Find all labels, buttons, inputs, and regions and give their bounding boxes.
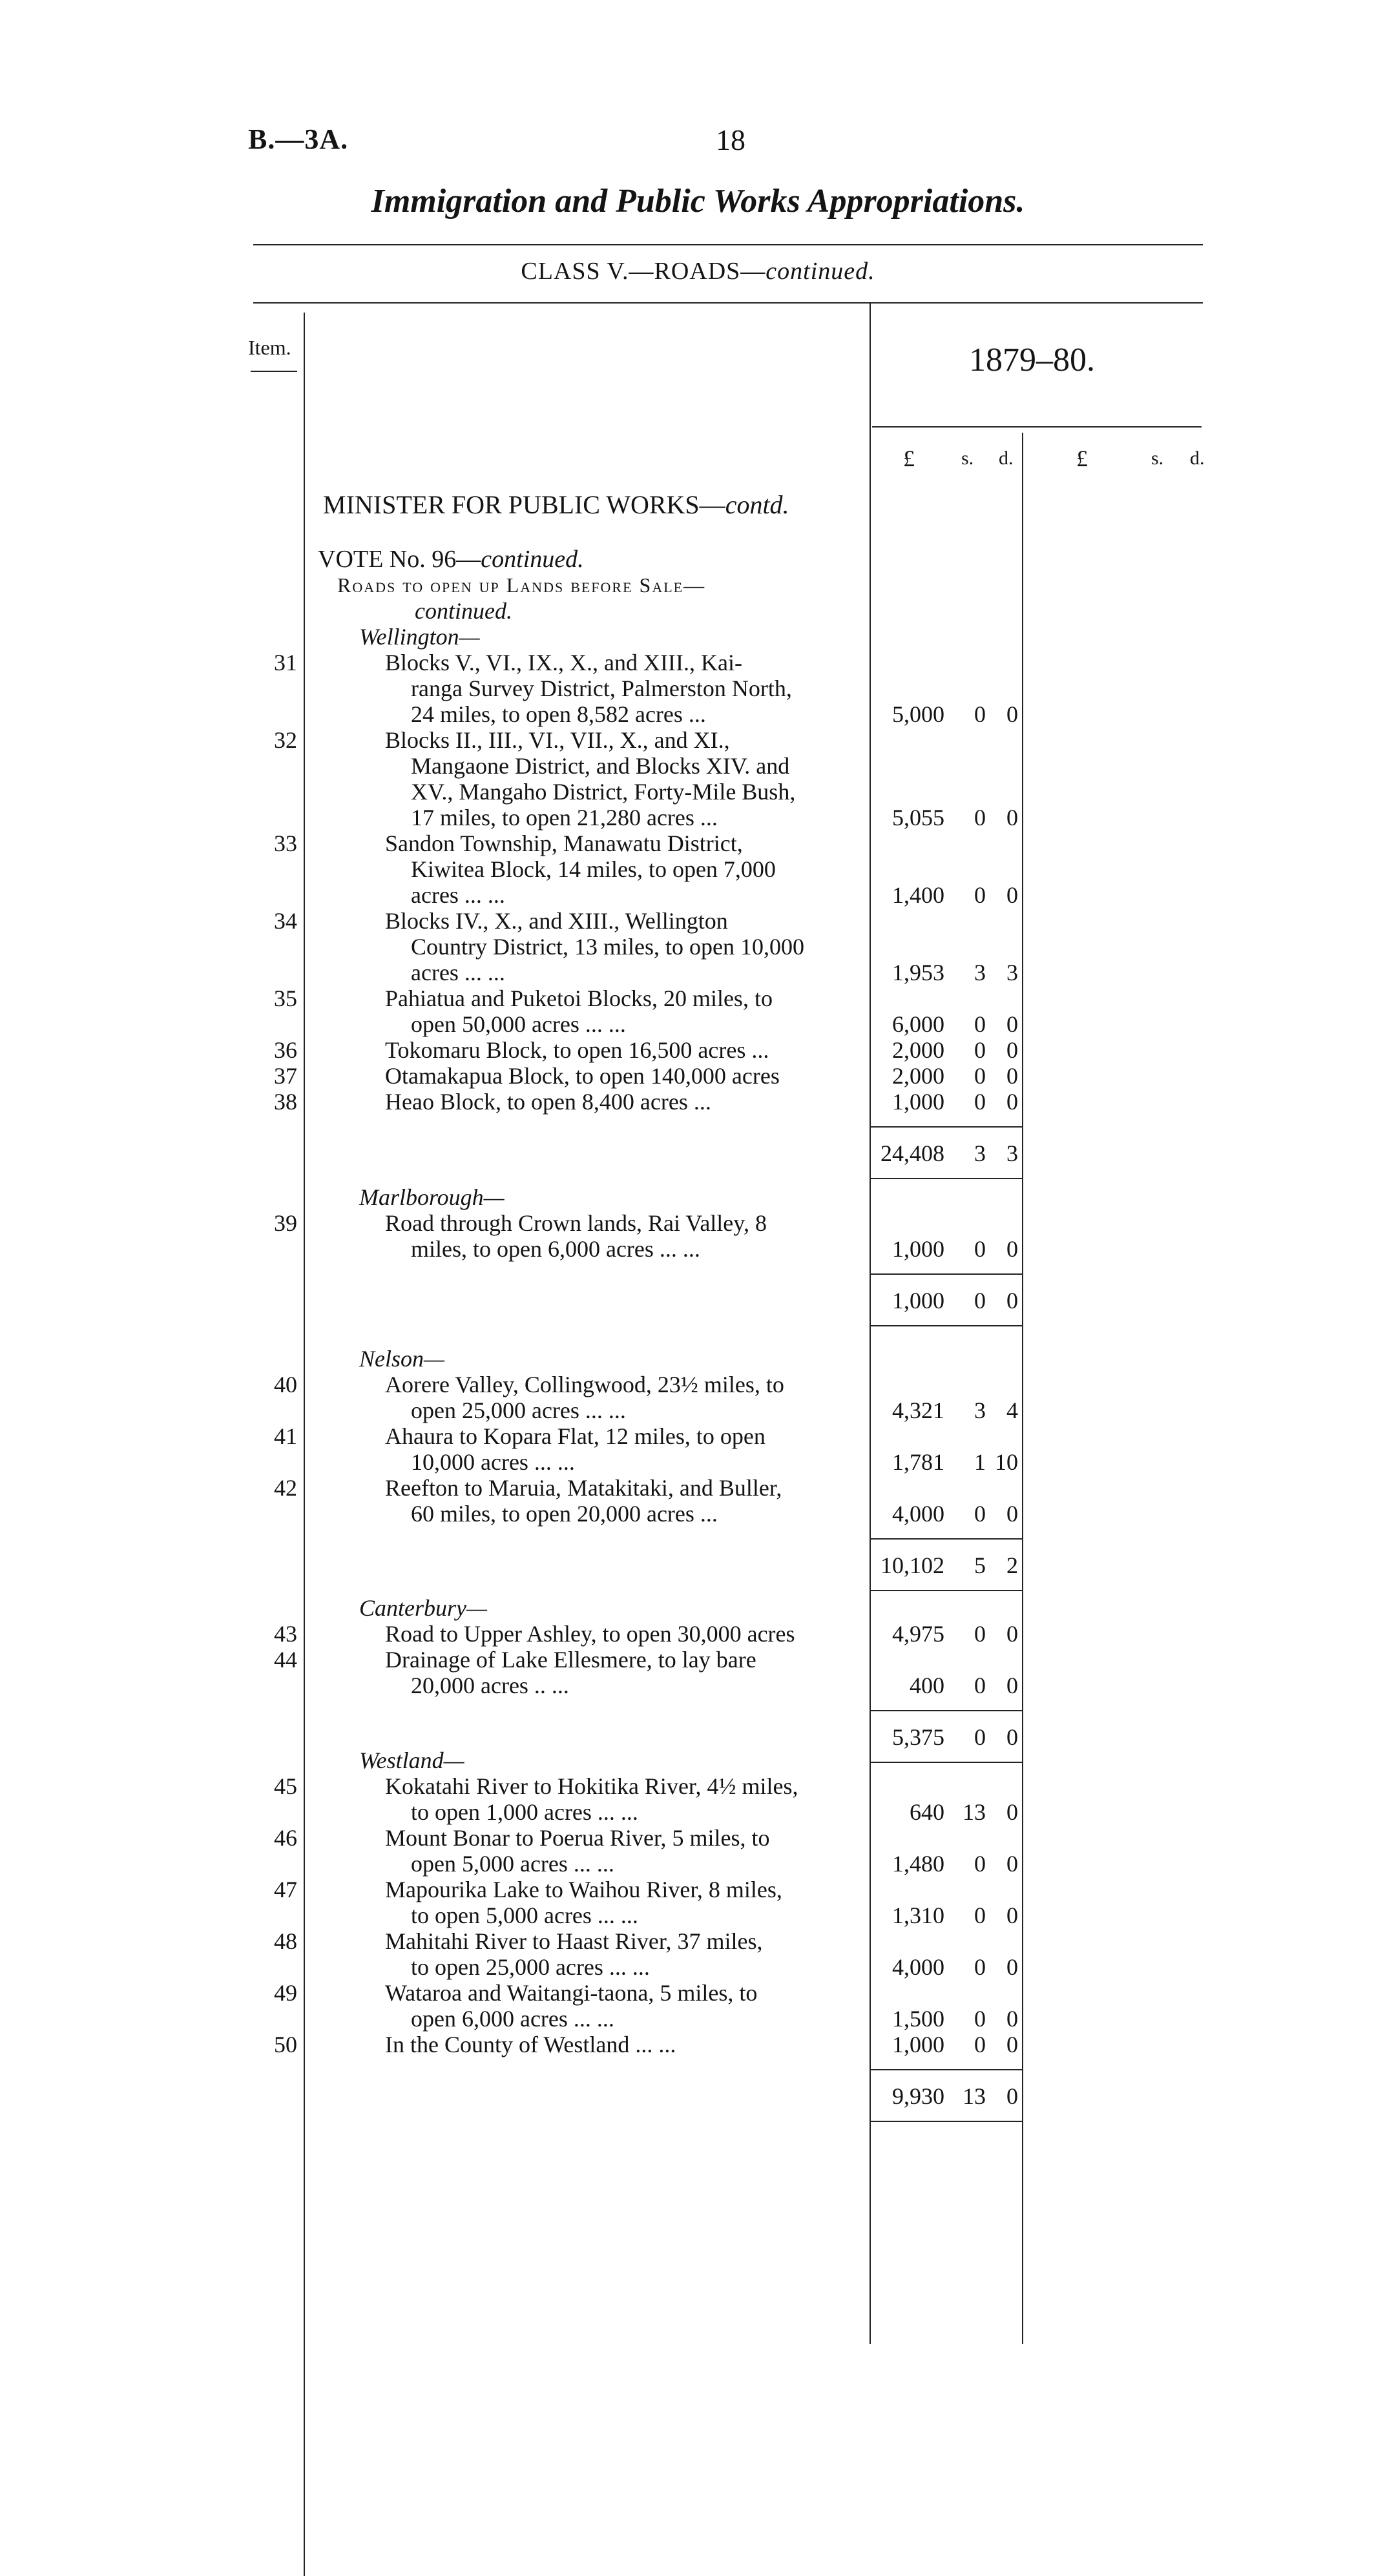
item-number: 38: [274, 1089, 297, 1115]
item-amount-pence: 0: [1006, 2006, 1018, 2032]
item-column-rule: [304, 313, 305, 2576]
item-number: 49: [274, 1980, 297, 2006]
item-description-line: Ahaura to Kopara Flat, 12 miles, to open: [385, 1423, 766, 1449]
document-reference: B.—3A.: [248, 123, 349, 155]
minister-heading: [323, 492, 789, 518]
item-amount-shillings: 0: [974, 1621, 986, 1647]
subtotal-pence: 2: [1006, 1552, 1018, 1578]
item-amount-shillings: 0: [974, 1954, 986, 1980]
subtotal-pounds: 1,000: [892, 1288, 944, 1314]
subtotal-pence: 0: [1006, 1288, 1018, 1314]
item-number: 41: [274, 1423, 297, 1449]
item-amount-pence: 0: [1006, 1501, 1018, 1527]
region-heading: Nelson—: [359, 1346, 445, 1372]
item-description-line: Road through Crown lands, Rai Valley, 8: [385, 1210, 767, 1236]
item-amount-shillings: 0: [974, 1011, 986, 1037]
item-description-line: acres ... ...: [411, 960, 505, 985]
item-amount-pounds: 2,000: [892, 1037, 944, 1063]
item-amount-pence: 0: [1006, 1902, 1018, 1928]
class-heading: [0, 257, 1396, 285]
page-number: 18: [716, 123, 745, 156]
item-number: 32: [274, 727, 297, 753]
class-rule: [253, 302, 1203, 304]
shillings-header-2: s.: [1151, 448, 1164, 469]
item-number: 31: [274, 650, 297, 675]
vote-heading-main: VOTE No. 96—: [318, 546, 481, 573]
item-description-line: Blocks II., III., VI., VII., X., and XI.,: [385, 727, 730, 753]
item-description-line: Mount Bonar to Poerua River, 5 miles, to: [385, 1825, 770, 1851]
item-description-line: Sandon Township, Manawatu District,: [385, 830, 743, 856]
item-amount-shillings: 13: [963, 1799, 986, 1825]
item-description-line: 60 miles, to open 20,000 acres ...: [411, 1501, 718, 1527]
item-amount-shillings: 3: [974, 960, 986, 985]
minister-heading-main: MINISTER FOR PUBLIC WORKS—: [323, 490, 725, 519]
class-heading-main: CLASS V.—ROADS—: [521, 258, 766, 285]
item-amount-pounds: 1,000: [892, 2032, 944, 2057]
item-number: 45: [274, 1773, 297, 1799]
subtotal-shillings: 5: [974, 1552, 986, 1578]
item-amount-pounds: 2,000: [892, 1063, 944, 1089]
item-description-line: Mahitahi River to Haast River, 37 miles,: [385, 1928, 763, 1954]
pounds-header-2: £: [1076, 446, 1088, 471]
item-amount-pounds: 1,000: [892, 1089, 944, 1115]
item-amount-pounds: 5,055: [892, 805, 944, 830]
item-amount-pence: 0: [1006, 1851, 1018, 1877]
item-description-line: to open 5,000 acres ... ...: [411, 1902, 638, 1928]
item-description-line: Reefton to Maruia, Matakitaki, and Buller,: [385, 1475, 782, 1501]
item-amount-pounds: 1,480: [892, 1851, 944, 1877]
item-description-line: Heao Block, to open 8,400 acres ...: [385, 1089, 711, 1115]
item-amount-shillings: 0: [974, 805, 986, 830]
item-amount-pounds: 5,000: [892, 701, 944, 727]
item-description-line: Mapourika Lake to Waihou River, 8 miles,: [385, 1877, 782, 1902]
subtotal-bottom-rule: [870, 2121, 1022, 2122]
item-amount-shillings: 0: [974, 1851, 986, 1877]
item-amount-pounds: 1,310: [892, 1902, 944, 1928]
item-description-line: Pahiatua and Puketoi Blocks, 20 miles, to: [385, 985, 773, 1011]
item-amount-pence: 0: [1006, 1954, 1018, 1980]
item-amount-pounds: 1,781: [892, 1449, 944, 1475]
subtotal-rule: [870, 1710, 1022, 1711]
roads-heading: Roads to open up Lands before Sale—: [337, 573, 706, 597]
item-amount-shillings: 1: [974, 1449, 986, 1475]
item-description-line: Road to Upper Ashley, to open 30,000 acres: [385, 1621, 795, 1647]
item-description-line: 20,000 acres .. ...: [411, 1673, 569, 1698]
item-amount-pence: 0: [1006, 1673, 1018, 1698]
item-description-line: Kokatahi River to Hokitika River, 4½ miles,: [385, 1773, 798, 1799]
subtotal-rule: [870, 1538, 1022, 1540]
item-number: 47: [274, 1877, 297, 1902]
vote-heading-contd: continued.: [481, 546, 584, 573]
item-amount-pence: 0: [1006, 1037, 1018, 1063]
subtotal-bottom-rule: [870, 1590, 1022, 1591]
item-description-line: open 6,000 acres ... ...: [411, 2006, 614, 2032]
item-amount-pence: 3: [1006, 960, 1018, 985]
page-title: Immigration and Public Works Appropriations.: [371, 183, 1025, 220]
item-amount-pounds: 1,500: [892, 2006, 944, 2032]
subtotal-rule: [870, 2069, 1022, 2070]
item-amount-pence: 0: [1006, 1089, 1018, 1115]
item-amount-pence: 0: [1006, 1236, 1018, 1262]
vote-heading: [318, 546, 584, 572]
item-description-line: Drainage of Lake Ellesmere, to lay bare: [385, 1647, 756, 1673]
item-number: 48: [274, 1928, 297, 1954]
item-amount-shillings: 0: [974, 882, 986, 908]
item-amount-pounds: 6,000: [892, 1011, 944, 1037]
item-amount-pounds: 1,953: [892, 960, 944, 985]
item-amount-shillings: 0: [974, 1902, 986, 1928]
subtotal-rule: [870, 1126, 1022, 1128]
item-description-line: miles, to open 6,000 acres ... ...: [411, 1236, 700, 1262]
subtotal-pence: 0: [1006, 2083, 1018, 2109]
subtotal-pounds: 10,102: [880, 1552, 944, 1578]
item-number: 36: [274, 1037, 297, 1063]
item-description-line: open 25,000 acres ... ...: [411, 1397, 626, 1423]
item-column-header: Item.: [248, 336, 291, 359]
year-rule: [872, 426, 1202, 428]
year-header: 1879–80.: [969, 342, 1095, 378]
item-amount-shillings: 0: [974, 1089, 986, 1115]
item-description-line: open 5,000 acres ... ...: [411, 1851, 614, 1877]
item-number: 40: [274, 1372, 297, 1397]
item-amount-pence: 0: [1006, 1011, 1018, 1037]
shillings-header: s.: [961, 448, 974, 469]
minister-heading-contd: contd.: [725, 490, 789, 519]
item-description-line: 17 miles, to open 21,280 acres ...: [411, 805, 718, 830]
item-description-line: Wataroa and Waitangi-taona, 5 miles, to: [385, 1980, 758, 2006]
item-description-line: In the County of Westland ... ...: [385, 2032, 676, 2057]
item-number: 33: [274, 830, 297, 856]
subtotal-pence: 3: [1006, 1140, 1018, 1166]
region-heading: Marlborough—: [359, 1184, 505, 1210]
subtotal-shillings: 3: [974, 1140, 986, 1166]
subtotal-shillings: 0: [974, 1288, 986, 1314]
item-amount-pounds: 640: [910, 1799, 944, 1825]
item-description-line: to open 1,000 acres ... ...: [411, 1799, 638, 1825]
item-amount-pence: 0: [1006, 701, 1018, 727]
item-amount-pence: 4: [1006, 1397, 1018, 1423]
region-heading: Westland—: [359, 1747, 464, 1773]
item-amount-pounds: 4,321: [892, 1397, 944, 1423]
item-amount-shillings: 0: [974, 2032, 986, 2057]
subtotal-bottom-rule: [870, 1325, 1022, 1326]
item-amount-pounds: 4,000: [892, 1501, 944, 1527]
item-amount-pence: 10: [995, 1449, 1018, 1475]
region-heading: Wellington—: [359, 624, 480, 650]
item-description-line: 24 miles, to open 8,582 acres ...: [411, 701, 706, 727]
item-amount-pounds: 4,975: [892, 1621, 944, 1647]
item-description-line: Aorere Valley, Collingwood, 23½ miles, to: [385, 1372, 784, 1397]
subtotal-pounds: 9,930: [892, 2083, 944, 2109]
subtotal-shillings: 13: [963, 2083, 986, 2109]
item-description-line: Tokomaru Block, to open 16,500 acres ...: [385, 1037, 769, 1063]
item-amount-pounds: 4,000: [892, 1954, 944, 1980]
subtotal-pence: 0: [1006, 1724, 1018, 1750]
item-amount-shillings: 3: [974, 1397, 986, 1423]
item-amount-shillings: 0: [974, 1673, 986, 1698]
item-amount-shillings: 0: [974, 2006, 986, 2032]
item-description-line: ranga Survey District, Palmerston North,: [411, 675, 792, 701]
item-number: 35: [274, 985, 297, 1011]
item-amount-pence: 0: [1006, 1799, 1018, 1825]
item-amount-pounds: 400: [910, 1673, 944, 1698]
item-number: 34: [274, 908, 297, 934]
title-rule: [253, 244, 1203, 245]
item-amount-shillings: 0: [974, 1063, 986, 1089]
item-amount-shillings: 0: [974, 701, 986, 727]
amount-column-rule-right: [1022, 433, 1023, 2344]
item-description-line: XV., Mangaho District, Forty-Mile Bush,: [411, 779, 796, 805]
item-amount-pence: 0: [1006, 1621, 1018, 1647]
item-amount-pence: 0: [1006, 1063, 1018, 1089]
item-description-line: open 50,000 acres ... ...: [411, 1011, 626, 1037]
pence-header: d.: [999, 448, 1014, 469]
subtotal-pounds: 5,375: [892, 1724, 944, 1750]
item-amount-shillings: 0: [974, 1236, 986, 1262]
subtotal-shillings: 0: [974, 1724, 986, 1750]
item-description-line: Country District, 13 miles, to open 10,000: [411, 934, 804, 960]
item-amount-pence: 0: [1006, 882, 1018, 908]
subtotal-rule: [870, 1273, 1022, 1275]
pence-header-2: d.: [1190, 448, 1205, 469]
subtotal-bottom-rule: [870, 1178, 1022, 1179]
subtotal-pounds: 24,408: [880, 1140, 944, 1166]
item-amount-pounds: 1,000: [892, 1236, 944, 1262]
item-description-line: Blocks V., VI., IX., X., and XIII., Kai-: [385, 650, 742, 675]
item-amount-pounds: 1,400: [892, 882, 944, 908]
pounds-header: £: [903, 446, 915, 471]
item-description-line: to open 25,000 acres ... ...: [411, 1954, 650, 1980]
item-number: 42: [274, 1475, 297, 1501]
item-description-line: Otamakapua Block, to open 140,000 acres: [385, 1063, 780, 1089]
subtotal-bottom-rule: [870, 1762, 1022, 1763]
item-description-line: 10,000 acres ... ...: [411, 1449, 575, 1475]
item-number: 37: [274, 1063, 297, 1089]
item-amount-pence: 0: [1006, 2032, 1018, 2057]
item-amount-shillings: 0: [974, 1037, 986, 1063]
item-amount-pence: 0: [1006, 805, 1018, 830]
item-description-line: Mangaone District, and Blocks XIV. and: [411, 753, 790, 779]
item-header-underline: [251, 371, 297, 372]
item-number: 46: [274, 1825, 297, 1851]
item-number: 39: [274, 1210, 297, 1236]
item-number: 50: [274, 2032, 297, 2057]
item-amount-shillings: 0: [974, 1501, 986, 1527]
roads-heading-contd: continued.: [415, 598, 512, 624]
item-description-line: Kiwitea Block, 14 miles, to open 7,000: [411, 856, 776, 882]
class-heading-contd: continued.: [766, 258, 875, 285]
region-heading: Canterbury—: [359, 1595, 487, 1621]
item-number: 44: [274, 1647, 297, 1673]
item-number: 43: [274, 1621, 297, 1647]
item-description-line: acres ... ...: [411, 882, 505, 908]
item-description-line: Blocks IV., X., and XIII., Wellington: [385, 908, 728, 934]
